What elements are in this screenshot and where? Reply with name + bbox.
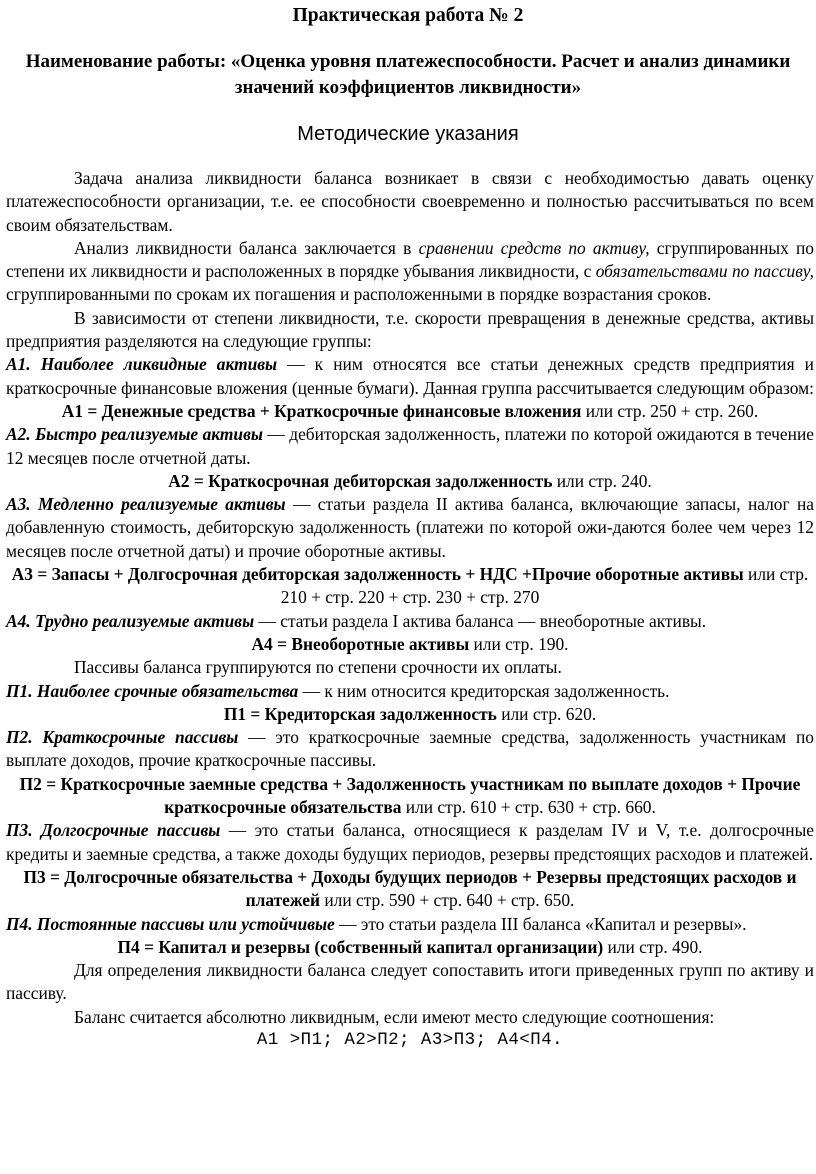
group-description: — статьи раздела II актива баланса, включающие запасы, налог на добавленную стоимость, дебиторскую задолженность (платежи по которой ожи-даются более чем через 12 месяцев после отчетной даты) и прочие оборотные активы. <box>6 494 814 561</box>
asset-group-a1 <box>6 353 814 400</box>
page-title: Практическая работа № 2 <box>292 5 524 26</box>
paragraph-liabilities-intro: Пассивы баланса группируются по степени срочности их оплаты. <box>74 657 562 678</box>
formula-bold: А4 = Внеоборотные активы <box>251 633 470 654</box>
group-term: П1. Наиболее срочные обязательства <box>6 680 299 701</box>
formula-p2 <box>6 773 814 820</box>
formula-bold: П2 = Краткосрочные заемные средства + Задолженность участникам по выплате доходов + Прочие краткосрочные обязательства <box>19 773 801 818</box>
italic-fragment: сравнении средств по активу, <box>418 237 650 258</box>
formula-a4 <box>6 633 814 656</box>
asset-group-a2 <box>6 423 814 470</box>
work-heading: Наименование работы: «Оценка уровня платежеспособности. Расчет и анализ динамики значений коэффициентов ликвидности» <box>25 51 791 98</box>
formula-lines: или стр. 590 + стр. 640 + стр. 650. <box>320 890 575 911</box>
formula-lines: или стр. 490. <box>603 936 703 957</box>
liability-group-p1 <box>6 680 814 703</box>
formula-p4 <box>6 936 814 959</box>
group-description: — дебиторская задолженность, платежи по которой ожидаются в течение 12 месяцев после отчетной даты. <box>6 424 814 468</box>
group-description: — к ним относятся все статьи денежных средств предприятия и краткосрочные финансовые вложения (ценные бумаги). Данная группа рассчитывается следующим образом: <box>6 354 814 398</box>
formula-lines: или стр. 240. <box>552 470 652 491</box>
liability-group-p3 <box>6 819 814 866</box>
group-description: — к ним относится кредиторская задолженность. <box>298 680 670 701</box>
document-body <box>6 167 814 1052</box>
group-term: П3. Долгосрочные пассивы <box>6 820 221 841</box>
group-term: П2. Краткосрочные пассивы <box>6 727 239 748</box>
group-term: П4. Постоянные пассивы или устойчивые <box>6 913 335 934</box>
formula-p1 <box>6 703 814 726</box>
asset-group-a4 <box>6 610 814 633</box>
liquidity-relations: А1 >П1; А2>П2; А3>П3; А4<П4. <box>256 1030 564 1050</box>
group-description: — это краткосрочные заемные средства, задолженность участникам по выплате доходов, прочие краткосрочные пассивы. <box>6 727 814 771</box>
group-term: А2. Быстро реализуемые активы <box>6 424 263 445</box>
text-fragment: сгруппированных по степени их ликвидности и расположенных в порядке убывания ликвидности, с <box>6 237 814 282</box>
text-fragment: Анализ ликвидности баланса заключается в <box>74 237 419 258</box>
formula-bold: А3 = Запасы + Долгосрочная дебиторская задолженность + НДС +Прочие оборотные активы <box>11 564 744 585</box>
group-description: — это статьи раздела III баланса «Капитал и резервы». <box>334 913 747 934</box>
formula-a3 <box>6 563 814 610</box>
liability-group-p4 <box>6 913 814 936</box>
formula-a2 <box>6 470 814 493</box>
formula-p3 <box>6 866 814 913</box>
italic-fragment: обязательствами по пассиву, <box>595 261 814 282</box>
paragraph-intro: Задача анализа ликвидности баланса возникает в связи с необходимостью давать оценку платежеспособности организации, т.е. ее способности своевременно и полностью рассчитываться по всем своим обязательствам. <box>6 168 814 235</box>
formula-lines: или стр. 620. <box>496 703 597 724</box>
formula-bold: П1 = Кредиторская задолженность <box>223 703 497 724</box>
formula-bold: А2 = Краткосрочная дебиторская задолженность <box>168 470 553 491</box>
paragraph-asset-groups: В зависимости от степени ликвидности, т.е. скорости превращения в денежные средства, активы предприятия разделяются на следующие группы: <box>6 307 814 352</box>
paragraph-absolute-liquidity: Баланс считается абсолютно ликвидным, если имеют место следующие соотношения: <box>74 1006 715 1027</box>
formula-bold: П4 = Капитал и резервы (собственный капитал организации) <box>117 936 604 957</box>
formula-bold: П3 = Долгосрочные обязательства + Доходы будущих периодов + Резервы предстоящих расходов и платежей <box>23 866 797 911</box>
group-term: А3. Медленно реализуемые активы <box>6 494 286 515</box>
group-description: — это статьи баланса, относящиеся к разделам IV и V, т.е. долгосрочные кредиты и заемные средства, а также доходы будущих периодов, резервы предстоящих расходов и платежей. <box>6 820 814 864</box>
paragraph-analysis <box>6 237 814 307</box>
text-fragment: сгруппированными по срокам их погашения и расположенными в порядке возрастания сроков. <box>6 284 712 305</box>
formula-lines: или стр. 610 + стр. 630 + стр. 660. <box>401 797 656 818</box>
formula-lines: или стр. 190. <box>469 633 569 654</box>
liability-group-p2 <box>6 726 814 773</box>
asset-group-a3 <box>6 493 814 563</box>
formula-lines: или стр. 210 + стр. 220 + стр. 230 + стр. 270 <box>280 564 809 608</box>
formula-lines: или стр. 250 + стр. 260. <box>581 400 759 421</box>
formula-a1 <box>6 400 814 423</box>
section-subheading: Методические указания <box>297 123 519 145</box>
group-description: — статьи раздела I актива баланса — внеоборотные активы. <box>254 610 707 631</box>
group-term: А1. Наиболее ликвидные активы <box>6 354 278 375</box>
formula-bold: А1 = Денежные средства + Краткосрочные финансовые вложения <box>61 400 582 421</box>
paragraph-compare: Для определения ликвидности баланса следует сопоставить итоги приведенных групп по активу и пассиву. <box>6 960 814 1004</box>
group-term: А4. Трудно реализуемые активы <box>6 610 255 631</box>
